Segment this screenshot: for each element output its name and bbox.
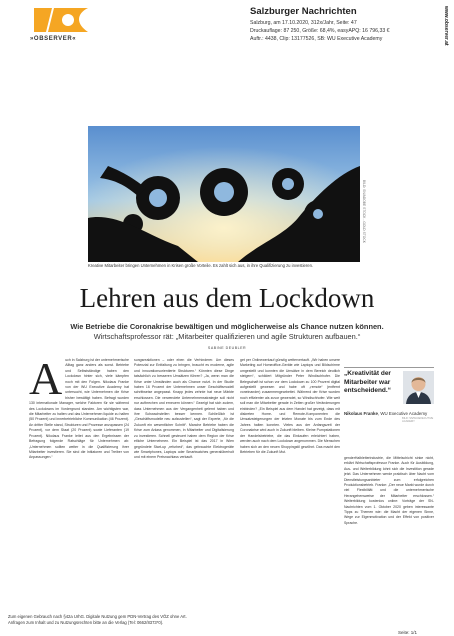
lead-line-2: Wirtschaftsprofessor rät: „Mitarbeiter qualifizieren und agile Strukturen aufbauen.“ [93,332,361,341]
body-column-2: sungsreaktionen – oder eben die Verhinderer. Um dieses Potenzial zur Entfaltung zu bringen, braucht es moderne, agile und innovationsorientierte Strukturen.“ Könnten diese Dinge tatsächlich zu besseren Umsätzen führen? „Ja, wenn man die Krise unter Umständen auch als Chance nutzt. In der Studie haben 16 Prozent der Unternehmen unser Geschäftsmodell schrittweise angepasst. Knapp jedes zehnte hat neue Märkte erschlossen. Die verwendete Unternehmensstrategie soll nicht nur aufbrechen und erneuern können.“ Gezeigt hat sich zudem, dass Unternehmen aus der Vergangenheit gelernt haben und ihre Schwachstellen besser kennen. Schließlich ist „Geschäftsmodelle neu aufzustellen“, sagt der Experte, „für die Zukunft ein wesentlicher Schritt“. Manche Betriebe haben die Krise zum Anlass genommen, in Mitarbeiter und Digitalisierung zu investieren. Schnell gesteuert haben dem Region der Krise etliche Unternehmen. Ein Beispiel ist das 2017 in Wien gegründete Start-up „refurbed“, das gebrauchte Elektrogeräte wie Smartphones, Laptops oder Smartwatches generalüberholt und mit einem Preisnachlass verkauft. [134,358,234,460]
body-column-1 [29,353,129,461]
photo-caption: Kreative Mitarbeiter bringen Unternehmen in Krisen große Vorteile. Es zahlt sich aus, in ihre Qualifizierung zu investieren. [88,263,314,268]
observer-label: »OBSERVER« [30,36,77,42]
article-photo [88,126,360,262]
publication-meta [250,5,438,43]
publication-name: Salzburger Nachrichten [250,6,357,17]
side-url: www.observer.at [443,6,449,46]
footer-line-1: Zum eigenen Gebrauch nach §42a UrhG. Digitale Nutzung gem PDN-Vertrag des VÖZ ohne Art. [8,614,187,619]
quote-affiliation: , WU Executive Academy [377,411,428,416]
meta-line-3: Auftr.: 4438, Clip: 13177526, SB: WU Executive Academy [250,36,383,42]
quote-attribution [344,411,436,416]
body-text-1: uch in Salzburg ist der unternehmerische Alltag ganz anders als sonst. Betriebe und Selbstständige haben den Lockdown hinter sich, viele kämpfen noch mit den Folgen. Nikolaus Franke von der WU Executive Academy hat untersucht, wie Unternehmen die Krise bisher bewältigt haben. Befragt wurden 130 internationale Manager, welche Faktoren für sie während des Lockdowns im Vordergrund standen. Am wichtigsten war, die Mitarbeiter zu halten und das Unternehmen liquide zu halten (50 Prozent) und innerbetriebliche Kommunikation (46 Prozent). An dritter Stelle stand, Strukturen und Prozesse anzupassen (24 Prozent), vor dem Staat (20 Prozent) sowie Lieferanten (19 Prozent). Nikolaus Franke leitet aus den Ergebnissen der Befragung folgende Ratschläge für Unternehmen ab: „Unternehmen sollten weiter in die Qualifizierung ihrer Mitarbeiter investieren. Sie sind die Initiatoren und Treiber von Anpassungen.“ [29,358,129,460]
page-number: Seite: 1/1 [398,630,418,635]
body-column-4: genderHalbleiterindustrie, die Mittelschicht sinke nicht, erklärt Wirtschaftsprofessor Franke. Auch für Ausbildung, Aus- und Weiterbildung lohnt sich die Investition gerade jetzt. Das Unternehmen werde praktisch über Nacht vom Dienstleistungsanbieter zum erfolgreichen Produktionsbetrieb. Franke: „Der neue Markt wurde durch viel Flexibilität und die unternehmerische Herangehensweise der Mitarbeiter erschlossen.“ Weiterbildung kostenlos online: Vorträge der SN-Nachrichten vom 1. Oktober 2020 geben interessante Tipps zu Themen wie: die Macht der eigenen Sinne, Wege zur Eigenmotivation und der Effekt von positiver Sprache. [344,456,434,525]
footer-line-2: Anfragen zum Inhalt und zu Nutzungsrechten bitte an die Verlag (Tel: 0662/8373*0). [8,620,164,625]
lead-line-1: Wie Betriebe die Coronakrise bewältigen und möglicherweise als Chance nutzen können. [70,322,384,331]
dropcap: A [29,353,63,404]
pull-quote: „Kreativität der Mitarbeiter war entscheidend.“ [344,370,391,394]
article-lead [50,322,404,342]
body-column-3: get per Onlinewerkauf günstig weitervertauft. „Wir haben unsere Marketing auf Homeoffice-Geräte wie Laptops und Bildschirme umgestellt und konnten die Umsätze in dem Bereich deutlich steigern“, schildert Mitgründer Peter Windischhofer. Die Belegschaft ist schon vor dem Lockdown zu 100 Prozent digital aufgestellt gewesen und habe oft „remote“ (entfernt voneinander) zusammengearbeitet. Während der Krise wurden noch effizienter als zuvor gewendet, so Windischhofer. Wie weit soll man die Mitarbeiter gerade in Zeiten großer Veränderungen einbinden? „Ein Beispiel aus dem Handel hat gezeigt, dass mit diskreten Home- und Remote-Komponenten die Umsatzsteigerungen der letzten Monate bis zum Ende des Jahres halten konnten. Vieles aus der Anfangszeit der Coronakrise wird auch in Zukunft bleiben. Kleine Pumpstationen der Handelsbetriebe, die das Einkaufen erleichtert haben, werden auch nach dem Lockdown angenommen. Die Menschen haben sich an den neuen Shoppingstil gewöhnt. Das macht den Betrieben für die Zukunft Mut. [240,358,340,454]
author-portrait [403,371,434,404]
quote-divider [344,367,434,368]
meta-line-2: Druckauflage: 87 250, Größe: 68,4%, easyAPQ: 16 796,33 € [250,28,390,34]
observer-logo [32,6,90,34]
photo-credit: BILD: SN/ADOBE STOCK - GOLD STOCK [362,180,366,243]
quote-name: Nikolaus Franke [344,411,378,416]
portrait-credit: BILD: SN/WU/EXECUTIVE ACADEMY [402,417,434,423]
article-author: SABINE DEUBLER [207,346,247,350]
meta-line-1: Salzburg, am 17.10.2020, 312x/Jahr, Seite: 47 [250,20,357,26]
footer-notice [8,614,248,626]
article-headline: Lehren aus dem Lockdown [79,283,375,313]
